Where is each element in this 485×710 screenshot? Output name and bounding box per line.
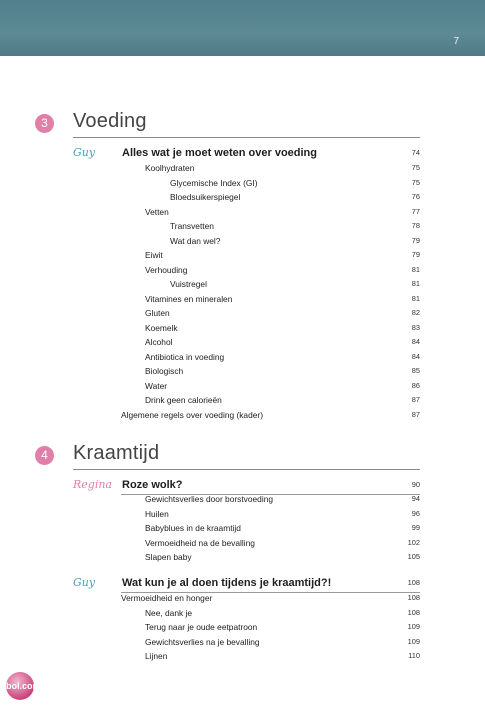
toc-entry-title: Bloedsuikerspiegel <box>170 192 241 202</box>
toc-entry-main[interactable] <box>35 146 420 160</box>
toc-entry-page: 90 <box>411 480 420 489</box>
toc-entry-page: 82 <box>411 308 420 317</box>
toc-entry-title: Vuistregel <box>170 279 207 289</box>
toc-entry-title: Biologisch <box>145 366 184 376</box>
toc-entry[interactable] <box>35 393 420 407</box>
toc-entry[interactable] <box>35 306 420 320</box>
toc-entry-title: Algemene regels over voeding (kader) <box>121 409 263 420</box>
toc-entry-main[interactable] <box>35 478 420 492</box>
chapter-title: Voeding <box>73 110 147 132</box>
toc-entry-title: Wat kun je al doen tijdens je kraamtijd?! <box>122 577 332 589</box>
toc-entry[interactable] <box>35 620 420 634</box>
toc-entry[interactable] <box>35 591 420 605</box>
toc-entry-page: 78 <box>411 221 420 230</box>
toc-entry-main[interactable] <box>35 576 420 590</box>
chapter-3 <box>35 110 420 420</box>
toc-entry-title: Vetten <box>145 206 169 217</box>
toc-entry-page: 85 <box>411 366 420 375</box>
toc-entry[interactable] <box>35 635 420 649</box>
toc-entry-page: 76 <box>411 192 420 201</box>
toc-entry-page: 81 <box>411 264 420 274</box>
toc-entry-title: Vitamines en mineralen <box>145 293 233 304</box>
toc-entry[interactable] <box>35 234 420 248</box>
toc-entry[interactable] <box>35 408 420 422</box>
toc-entry-title: Koolhydraten <box>145 163 195 173</box>
chapter-header <box>35 444 420 470</box>
toc-entry-title: Gewichtsverlies door borstvoeding <box>145 494 274 504</box>
toc-entry[interactable] <box>35 321 420 335</box>
toc-entry-page: 79 <box>411 235 420 245</box>
toc-entry-page: 94 <box>411 494 420 503</box>
toc-entry-page: 87 <box>411 395 420 404</box>
toc-entry[interactable] <box>35 606 420 620</box>
toc-entry-title: Water <box>145 380 168 391</box>
chapter-divider <box>73 469 420 470</box>
toc-entry-page: 99 <box>411 523 420 532</box>
author-label: Guy <box>73 146 96 159</box>
toc-entry[interactable] <box>35 335 420 349</box>
toc-entry-page: 81 <box>411 279 420 288</box>
toc-entry-title: Babyblues in de kraamtijd <box>145 523 241 533</box>
toc-entry-page: 84 <box>411 337 420 346</box>
toc-entry-page: 96 <box>411 508 420 518</box>
chapter-number: 3 <box>35 114 54 133</box>
author-label: Regina <box>73 478 112 491</box>
toc-entry-page: 109 <box>407 622 420 631</box>
toc-entry-title: Alles wat je moet weten over voeding <box>122 147 317 159</box>
toc-entry-title: Terug naar je oude eetpatroon <box>145 622 258 632</box>
toc-entry-title: Gluten <box>145 308 170 318</box>
toc-entry-page: 75 <box>411 177 420 187</box>
toc-entry-title: Antibiotica in voeding <box>145 351 225 362</box>
toc-entry[interactable] <box>35 379 420 393</box>
toc-entry[interactable] <box>35 521 420 535</box>
toc-entry-page: 105 <box>407 552 420 561</box>
toc-entry-page: 84 <box>411 351 420 361</box>
toc-entry-title: Slapen baby <box>145 552 192 562</box>
toc-entry[interactable] <box>35 219 420 233</box>
toc-entry-title: Vermoeidheid na de bevalling <box>145 537 255 548</box>
toc-entry-title: Glycemische Index (GI) <box>170 177 258 188</box>
toc-entry-title: Drink geen calorieën <box>145 395 222 405</box>
toc-entry-title: Lijnen <box>145 651 168 661</box>
chapter-title: Kraamtijd <box>73 442 160 464</box>
toc-entry-title: Roze wolk? <box>122 479 183 491</box>
toc-entry-page: 74 <box>411 148 420 157</box>
chapter-number: 4 <box>35 446 54 465</box>
toc-entry[interactable] <box>35 176 420 190</box>
toc-entry-title: Gewichtsverlies na je bevalling <box>145 636 260 647</box>
toc-entry[interactable] <box>35 277 420 291</box>
toc-entry[interactable] <box>35 248 420 262</box>
toc-entry[interactable] <box>35 190 420 204</box>
toc-entry[interactable] <box>35 492 420 506</box>
watermark-logo: bol.com <box>6 672 34 700</box>
toc-entry-title: Eiwit <box>145 250 163 260</box>
toc-entry[interactable] <box>35 350 420 364</box>
toc-entry[interactable] <box>35 161 420 175</box>
toc-entry[interactable] <box>35 536 420 550</box>
toc-entry-page: 108 <box>407 578 420 587</box>
toc-entry[interactable] <box>35 507 420 521</box>
toc-entry-page: 86 <box>411 380 420 390</box>
author-label: Guy <box>73 576 96 589</box>
toc-entry-page: 102 <box>407 537 420 547</box>
toc-entry-title: Huilen <box>145 508 169 519</box>
chapter-header <box>35 112 420 138</box>
toc-entry-title: Koemelk <box>145 322 178 333</box>
toc-entry[interactable] <box>35 263 420 277</box>
toc-entry-title: Verhouding <box>145 264 188 275</box>
toc-entry-title: Transvetten <box>170 221 214 231</box>
toc-entry[interactable] <box>35 649 420 663</box>
header-bar <box>0 0 485 56</box>
page-number: 7 <box>453 36 459 47</box>
toc-entry-title: Alcohol <box>145 337 173 347</box>
toc-entry-page: 79 <box>411 250 420 259</box>
chapter-4 <box>35 442 420 661</box>
toc-entry-title: Nee, dank je <box>145 607 193 618</box>
toc-entry-page: 75 <box>411 163 420 172</box>
toc-entry-page: 108 <box>407 607 420 617</box>
toc-entry[interactable] <box>35 205 420 219</box>
toc-entry[interactable] <box>35 550 420 564</box>
chapter-divider <box>73 137 420 138</box>
toc-entry-page: 81 <box>411 293 420 303</box>
toc-entry-page: 83 <box>411 322 420 332</box>
toc-entry-title: Wat dan wel? <box>170 235 221 246</box>
toc-entry-page: 110 <box>408 651 420 660</box>
toc-entry[interactable] <box>35 364 420 378</box>
toc-entry-page: 87 <box>411 409 420 419</box>
toc-entry-page: 77 <box>411 206 420 216</box>
toc-entry[interactable] <box>35 292 420 306</box>
toc-entry-page: 108 <box>407 593 420 602</box>
toc-entry-page: 109 <box>407 636 420 646</box>
toc-entry-title: Vermoeidheid en honger <box>121 593 213 603</box>
